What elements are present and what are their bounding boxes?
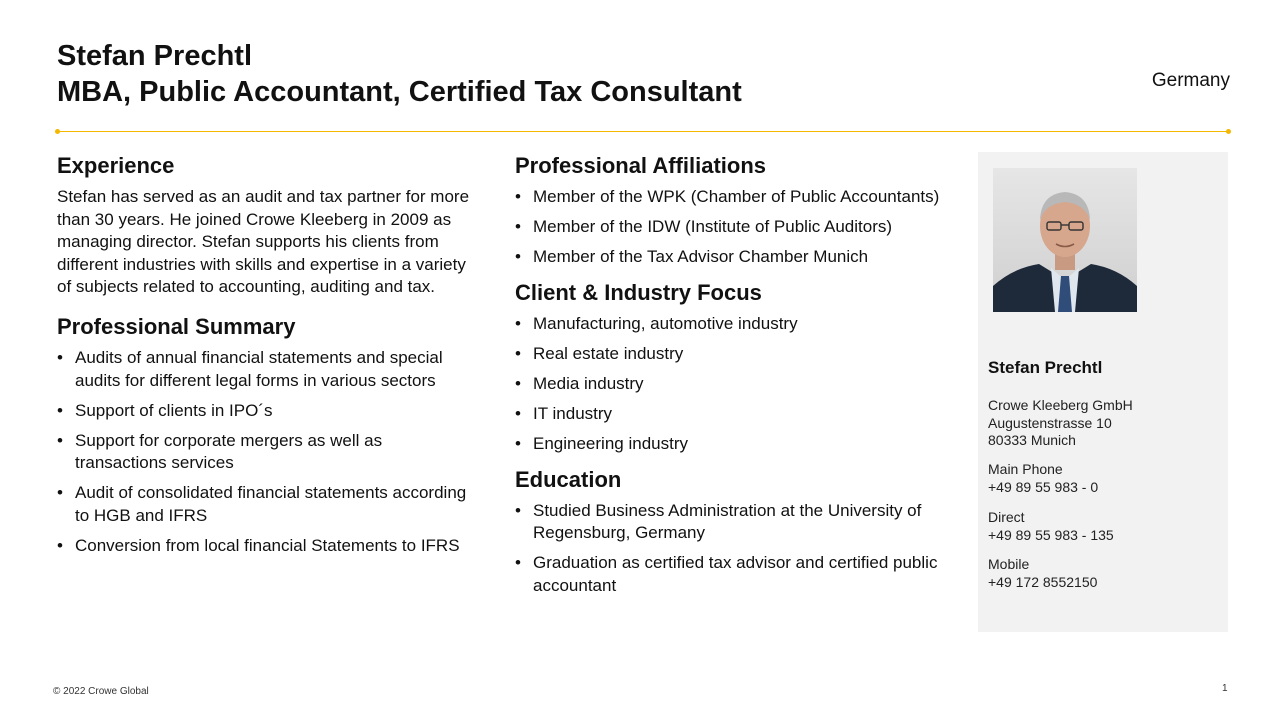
bullet-icon: • [515, 187, 521, 206]
bullet-icon: • [515, 434, 521, 454]
contact-card [978, 152, 1228, 632]
affiliations-heading: Professional Affiliations [515, 153, 767, 178]
accent-divider [57, 131, 1229, 132]
mobile-phone-value[interactable]: +49 172 8552150 [988, 573, 1098, 590]
list-item: • Studied Business Administration at the University of Regensburg, Germany [515, 500, 922, 543]
left-column [57, 152, 477, 568]
bullet-icon: • [57, 347, 63, 367]
experience-heading: Experience [57, 153, 175, 178]
list-item: • Audit of consolidated financial statements according to HGB and IFRS [57, 483, 467, 526]
bullet-icon: • [515, 343, 521, 363]
bullet-icon: • [515, 553, 521, 573]
contact-street: Augustenstrasse 10 [988, 414, 1112, 431]
affiliations-list [515, 186, 955, 269]
bullet-icon: • [515, 373, 521, 393]
title-block [57, 38, 742, 110]
list-item: • Engineering industry [515, 433, 955, 456]
list-item: • Member of the Tax Advisor Chamber Munich [515, 246, 955, 269]
education-heading: Education [515, 466, 622, 492]
contact-mobile-phone [988, 556, 1097, 591]
mobile-phone-label: Mobile [988, 556, 1030, 572]
contact-name: Stefan Prechtl [988, 358, 1103, 377]
summary-list [57, 347, 477, 558]
country-label: Germany [1151, 70, 1230, 91]
main-phone-label: Main Phone [988, 461, 1063, 477]
contact-company: Crowe Kleeberg GmbH [988, 397, 1133, 413]
bullet-icon: • [57, 430, 63, 450]
bullet-icon: • [515, 217, 521, 237]
bullet-icon: • [57, 483, 63, 503]
page-number: 1 [1222, 683, 1228, 694]
person-name: Stefan Prechtl [57, 40, 252, 72]
bullet-icon: • [515, 313, 521, 333]
focus-heading: Client & Industry Focus [515, 279, 762, 305]
copyright-footer: © 2022 Crowe Global [53, 686, 149, 697]
list-item: • Conversion from local financial Statements to IFRS [57, 535, 477, 558]
main-phone-value[interactable]: +49 89 55 983 - 0 [988, 478, 1099, 495]
summary-heading: Professional Summary [57, 313, 296, 339]
list-item: • Support for corporate mergers as well as transactions services [57, 430, 383, 473]
bullet-icon: • [515, 247, 521, 267]
person-credentials: MBA, Public Accountant, Certified Tax Consultant [57, 76, 742, 108]
bullet-icon: • [57, 536, 63, 556]
bullet-icon: • [57, 400, 63, 420]
experience-text: Stefan has served as an audit and tax partner for more than 30 years. He joined Crowe Kleeberg in 2009 as managing director. Stefan supports his clients from different industries with skills and expertise in a variety of subjects related to accounting, auditing and tax. [57, 187, 470, 297]
portrait-photo [993, 168, 1137, 312]
contact-city: 80333 Munich [988, 432, 1076, 448]
list-item: • Real estate industry [515, 343, 955, 366]
list-item: • Media industry [515, 373, 955, 396]
contact-direct-phone [988, 509, 1114, 544]
bullet-icon: • [515, 500, 521, 520]
bullet-icon: • [515, 404, 521, 424]
focus-list [515, 313, 955, 456]
list-item: • Member of the IDW (Institute of Public Auditors) [515, 216, 955, 239]
list-item: • Support of clients in IPO´s [57, 400, 477, 423]
direct-phone-value[interactable]: +49 89 55 983 - 135 [988, 526, 1114, 543]
direct-phone-label: Direct [988, 509, 1025, 525]
contact-address [988, 397, 1133, 450]
contact-main-phone [988, 461, 1098, 496]
middle-column [515, 152, 955, 608]
list-item: • Manufacturing, automotive industry [515, 313, 955, 336]
education-list [515, 500, 955, 598]
list-item: • Graduation as certified tax advisor and certified public accountant [515, 553, 938, 596]
list-item: • Audits of annual financial statements and special audits for different legal forms in various sectors [57, 347, 443, 390]
person-portrait-icon [993, 168, 1137, 312]
list-item: • Member of the WPK (Chamber of Public Accountants) [515, 186, 955, 209]
list-item: • IT industry [515, 403, 955, 426]
